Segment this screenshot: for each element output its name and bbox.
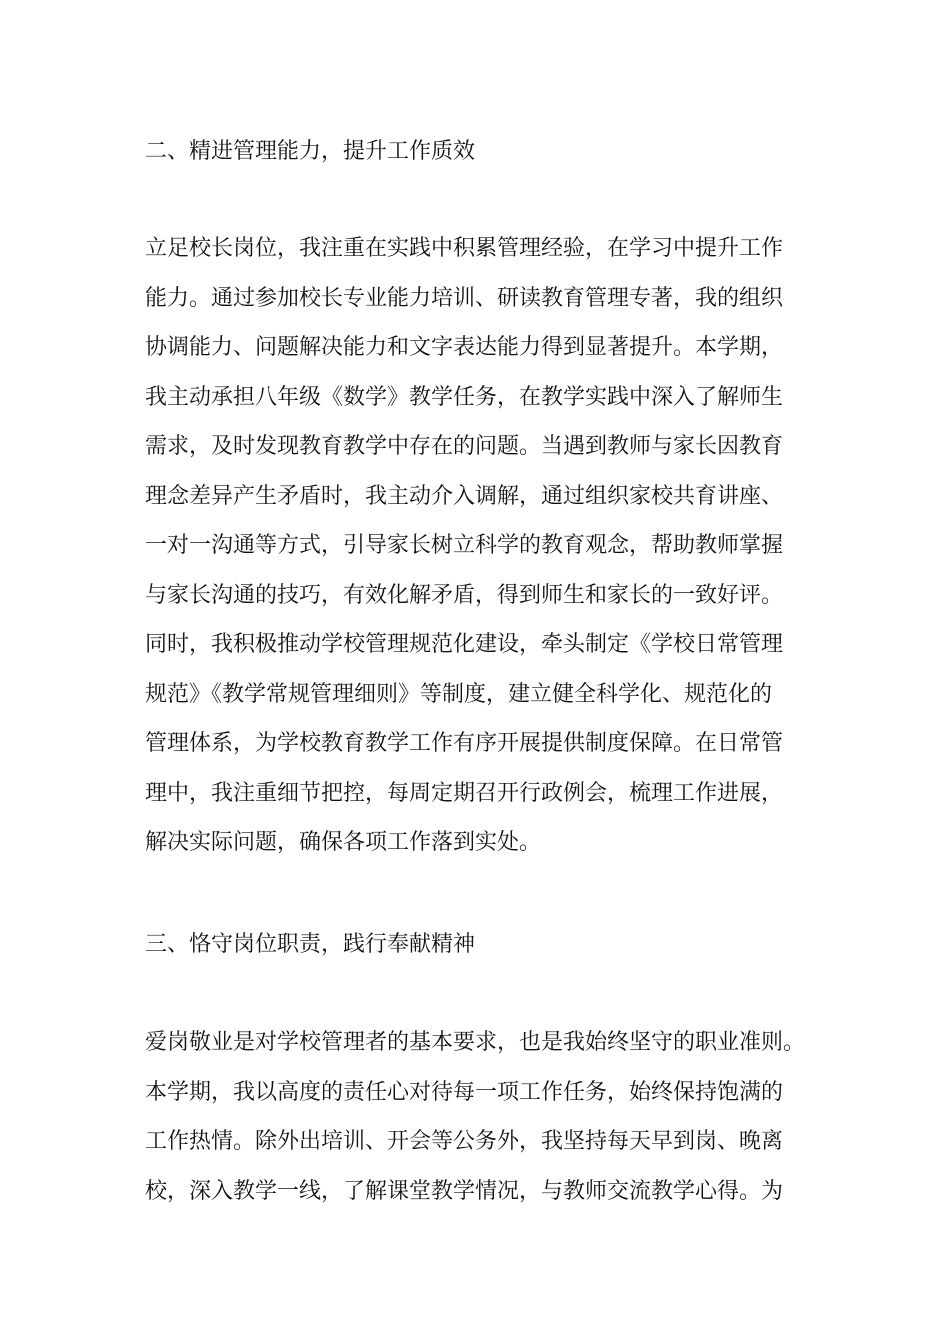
paragraph-line: 本学期，我以高度的责任心对待每一项工作任务，始终保持饱满的 [145,1079,784,1105]
paragraph-line: 工作热情。除外出培训、开会等公务外，我坚持每天早到岗、晚离 [145,1129,784,1154]
section-2-heading: 二、精进管理能力，提升工作质效 [145,139,476,164]
section-3-paragraph [145,1028,845,1226]
paragraph-line: 爱岗敬业是对学校管理者的基本要求，也是我始终坚守的职业准则。 [145,1030,806,1055]
paragraph-line: 管理体系，为学校教育教学工作有序开展提供制度保障。在日常管 [145,731,784,756]
paragraph-line: 需求，及时发现教育教学中存在的问题。当遇到教师与家长因教育 [145,434,784,459]
section-2-paragraph [145,234,845,878]
section-3-heading: 三、恪守岗位职责，践行奉献精神 [145,932,476,957]
paragraph-line: 与家长沟通的技巧，有效化解矛盾，得到师生和家长的一致好评。 [145,582,784,608]
paragraph-line: 协调能力、问题解决能力和文字表达能力得到显著提升。本学期， [145,335,784,360]
paragraph-line: 解决实际问题，确保各项工作落到实处。 [145,830,542,855]
paragraph-line: 同时，我积极推动学校管理规范化建设，牵头制定《学校日常管理 [145,632,784,657]
paragraph-line: 理中，我注重细节把控，每周定期召开行政例会，梳理工作进展， [145,780,784,806]
paragraph-line: 立足校长岗位，我注重在实践中积累管理经验，在学习中提升工作 [145,236,784,261]
paragraph-line: 能力。通过参加校长专业能力培训、研读教育管理专著，我的组织 [145,285,784,311]
paragraph-line: 我主动承担八年级《数学》教学任务，在教学实践中深入了解师生 [145,384,784,410]
paragraph-line: 理念差异产生矛盾时，我主动介入调解，通过组织家校共育讲座、 [145,483,784,509]
paragraph-line: 一对一沟通等方式，引导家长树立科学的教育观念，帮助教师掌握 [145,533,784,558]
paragraph-line: 规范》《教学常规管理细则》等制度，建立健全科学化、规范化的 [145,681,773,707]
paragraph-line: 校，深入教学一线，了解课堂教学情况，与教师交流教学心得。为 [145,1178,784,1204]
